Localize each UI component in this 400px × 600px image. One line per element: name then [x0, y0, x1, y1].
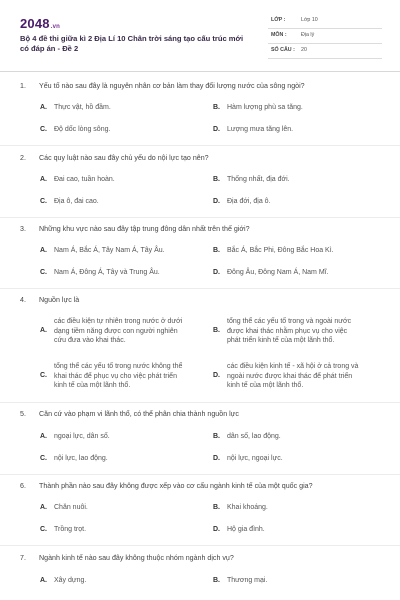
question-text: Ngành kinh tế nào sau đây không thuộc nhóm ngành dịch vụ?: [39, 554, 234, 562]
option-text: Địa ô, đai cao.: [54, 198, 99, 205]
option-text: Hàm lượng phù sa tăng.: [227, 104, 303, 111]
option-text-line: các điều kiện tự nhiên trong nước ở dưới: [54, 318, 183, 325]
option-text-line: tổng thể các yếu tố trong nước không thể: [54, 363, 183, 370]
question-divider: [0, 145, 400, 146]
option-letter: C.: [40, 526, 47, 533]
question-divider: [0, 288, 400, 289]
question-number: 6.: [20, 482, 26, 490]
option-letter: B.: [213, 327, 220, 334]
meta-label: SỐ CÂU :: [271, 47, 295, 53]
meta-info-table: [268, 14, 382, 59]
option-text: Thực vật, hồ đầm.: [54, 104, 111, 111]
option-4c[interactable]: [40, 363, 210, 391]
option-letter: B.: [213, 577, 220, 584]
question-text: Nguồn lực là: [39, 296, 80, 304]
option-text-line: phát triển kinh tế của một lãnh thổ.: [227, 337, 335, 344]
option-4a[interactable]: [40, 318, 210, 346]
question-number: 3.: [20, 225, 26, 233]
option-text-line: cứu đưa vào khai thác.: [54, 337, 126, 344]
question-divider: [0, 217, 400, 218]
option-letter: D.: [213, 372, 220, 379]
page-header: [18, 14, 382, 64]
option-text-line: kinh tế của một lãnh thổ.: [54, 382, 131, 389]
option-text-line: được khai thác nhằm phục vụ cho việc: [227, 327, 348, 335]
option-text: Nam Á, Bắc Á, Tây Nam Á, Tây Âu.: [54, 247, 165, 254]
option-text: Thương mại.: [227, 577, 268, 584]
option-text: nội lực, ngoại lực.: [227, 455, 283, 462]
meta-label: LỚP :: [271, 17, 286, 23]
option-text: Xây dựng.: [54, 577, 87, 584]
question-number: 1.: [20, 82, 26, 90]
option-text: Chăn nuôi.: [54, 504, 88, 511]
question-text: Các quy luật nào sau đây chủ yếu do nội lực tạo nên?: [39, 154, 209, 162]
option-text: nội lực, lao động.: [54, 455, 108, 462]
option-text: Đông Âu, Đông Nam Á, Nam Mĩ.: [227, 269, 329, 276]
meta-row-subject: [268, 29, 382, 44]
question-number: 7.: [20, 554, 26, 562]
question-number: 4.: [20, 296, 26, 304]
option-text: Khai khoáng.: [227, 504, 268, 511]
option-letter: B.: [213, 247, 220, 254]
option-letter: C.: [40, 269, 47, 276]
logo-tld-text: .vn: [50, 24, 61, 30]
document-title: Bộ 4 đề thi giữa kì 2 Địa Lí 10 Chân trời sáng tạo cấu trúc mới có đáp án - Đề 2: [20, 34, 244, 53]
question-text: Căn cứ vào phạm vi lãnh thổ, có thể phân chia thành nguồn lực: [39, 410, 239, 418]
option-text: Thống nhất, địa đới.: [227, 176, 290, 183]
option-letter: C.: [40, 126, 47, 133]
option-4b[interactable]: [213, 318, 388, 346]
option-text: Nam Á, Đông Á, Tây và Trung Âu.: [54, 269, 160, 276]
question-text: Thành phần nào sau đây không được xếp vào cơ cấu ngành kinh tế của một quốc gia?: [39, 482, 313, 490]
option-letter: D.: [213, 269, 220, 276]
option-text: Lượng mưa tăng lên.: [227, 126, 294, 133]
option-text: Độ dốc lòng sông.: [54, 126, 111, 133]
question-text: Những khu vực nào sau đây tập trung đông dân nhất trên thế giới?: [39, 225, 250, 233]
logo-main-text: 2048: [20, 16, 50, 31]
site-logo[interactable]: [20, 16, 60, 31]
question-number: 2.: [20, 154, 26, 162]
meta-row-count: [268, 44, 382, 59]
option-text: ngoại lực, dân số.: [54, 433, 110, 440]
option-letter: A.: [40, 104, 47, 111]
option-text: Hộ gia đình.: [227, 526, 265, 533]
option-letter: A.: [40, 327, 47, 334]
question-divider: [0, 474, 400, 475]
question-text: Yếu tố nào sau đây là nguyên nhân cơ bản làm thay đổi lượng nước của sông ngòi?: [39, 82, 305, 90]
option-letter: D.: [213, 198, 220, 205]
option-letter: B.: [213, 433, 220, 440]
option-text-line: dạng tiềm năng được con người nghiên: [54, 327, 178, 335]
meta-row-grade: [268, 14, 382, 29]
option-text: Đai cao, tuần hoàn.: [54, 176, 115, 183]
option-letter: D.: [213, 126, 220, 133]
option-letter: A.: [40, 247, 47, 254]
meta-value: Lớp 10: [301, 17, 318, 23]
option-text: dân số, lao động.: [227, 433, 281, 440]
option-letter: B.: [213, 504, 220, 511]
option-letter: D.: [213, 455, 220, 462]
question-divider: [0, 545, 400, 546]
option-text: Bắc Á, Bắc Phi, Đông Bắc Hoa Kì.: [227, 247, 334, 254]
option-4d[interactable]: [213, 363, 388, 391]
header-divider: [0, 71, 400, 72]
option-letter: B.: [213, 176, 220, 183]
option-letter: C.: [40, 372, 47, 379]
option-letter: D.: [213, 526, 220, 533]
question-number: 5.: [20, 410, 26, 418]
option-text-line: các điều kiện kinh tế - xã hội ở cả trong và: [227, 363, 359, 370]
option-text: Trồng trọt.: [54, 526, 87, 533]
option-letter: B.: [213, 104, 220, 111]
option-text-line: tổng thể các yếu tố trong và ngoài nước: [227, 318, 352, 325]
option-text-line: khai thác để phục vụ cho việc phát triển: [54, 372, 177, 380]
option-letter: A.: [40, 433, 47, 440]
question-divider: [0, 402, 400, 403]
meta-label: MÔN :: [271, 32, 287, 38]
meta-value: 20: [301, 47, 307, 53]
option-letter: C.: [40, 455, 47, 462]
option-text-line: kinh tế của một lãnh thổ.: [227, 382, 304, 389]
option-letter: A.: [40, 176, 47, 183]
option-text-line: ngoài nước được khai thác để phát triển: [227, 372, 353, 380]
option-text: Địa đới, địa ô.: [227, 198, 271, 205]
option-letter: A.: [40, 577, 47, 584]
option-letter: A.: [40, 504, 47, 511]
option-letter: C.: [40, 198, 47, 205]
meta-value: Địa lý: [301, 32, 315, 38]
